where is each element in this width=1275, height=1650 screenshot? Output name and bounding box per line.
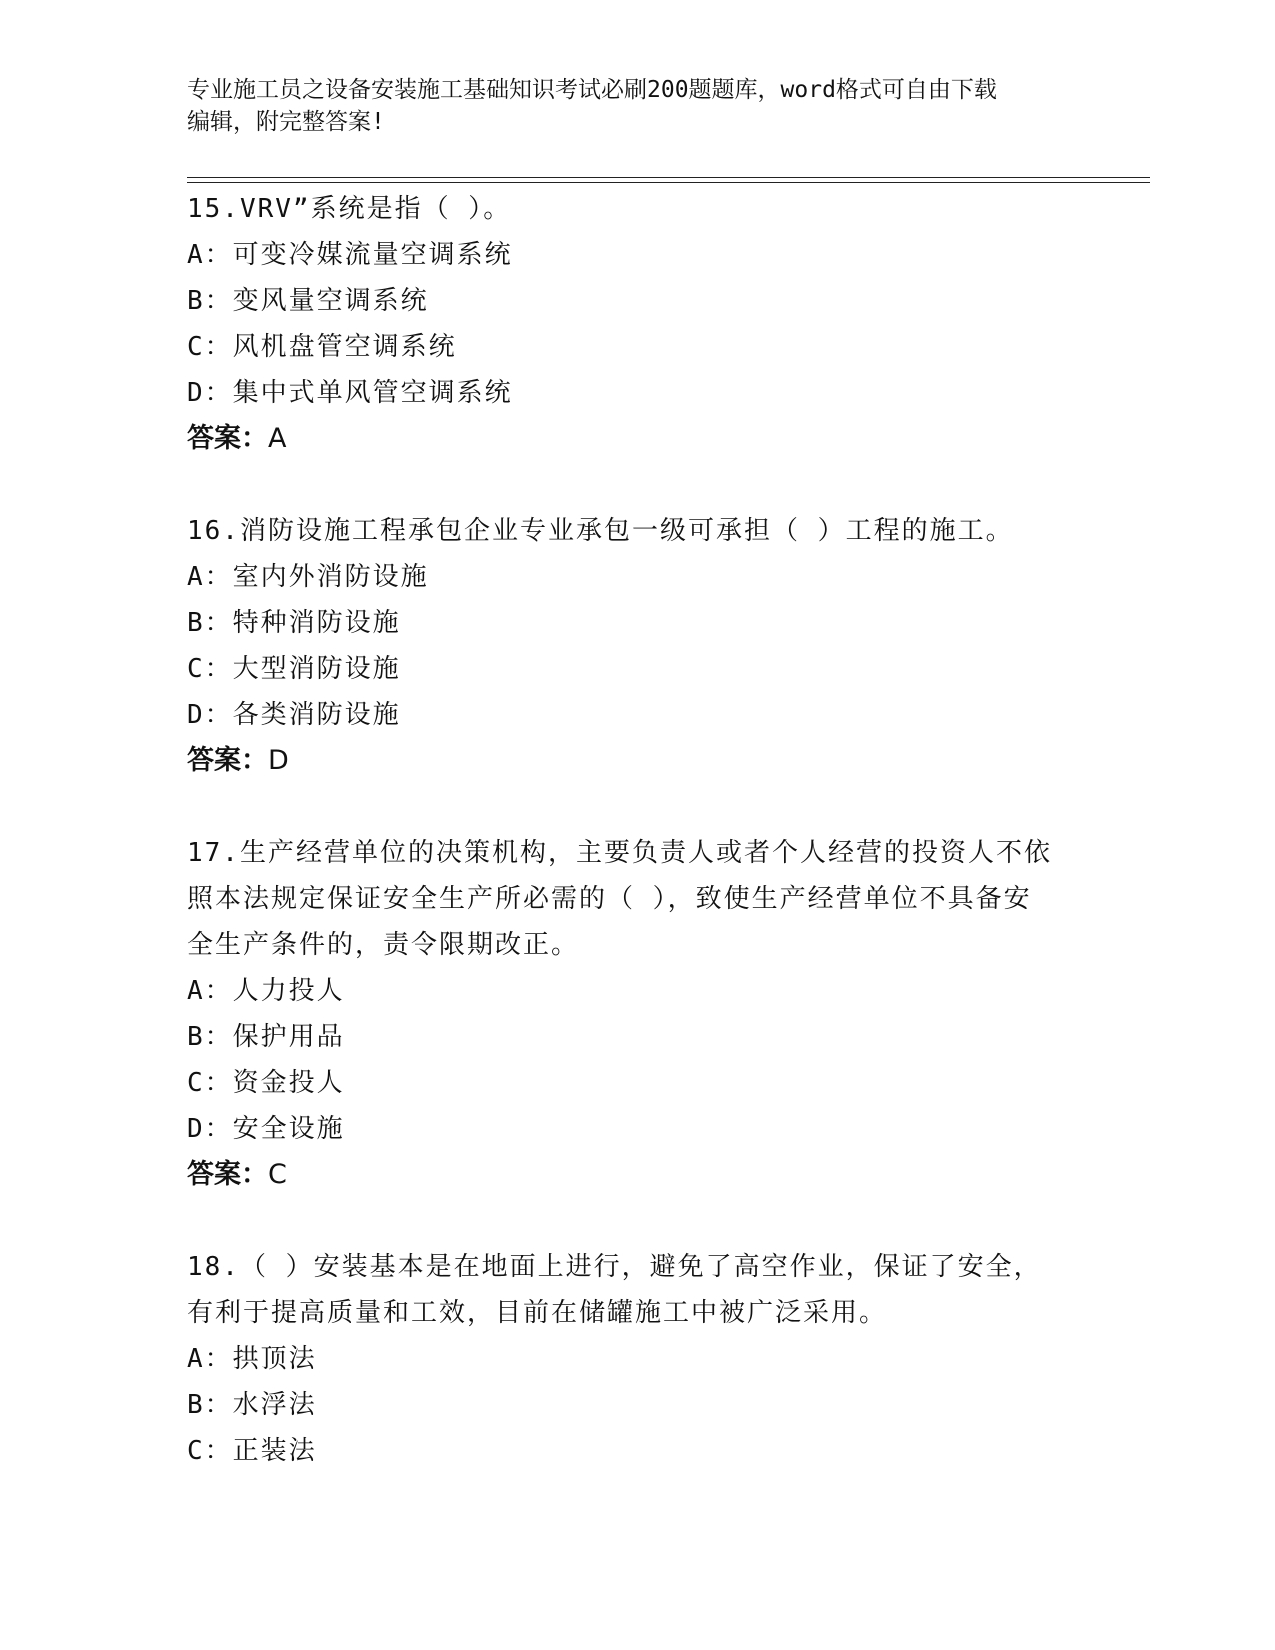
question-stem-line-2: 有利于提高质量和工效，目前在储罐施工中被广泛采用。 <box>187 1298 888 1328</box>
option-a: A：室内外消防设施 <box>187 562 429 592</box>
question-stem: 16.消防设施工程承包企业专业承包一级可承担（ ）工程的施工。 <box>187 516 1014 546</box>
answer-line <box>187 416 1087 462</box>
question-16 <box>187 508 1087 784</box>
option-b: B：保护用品 <box>187 1022 345 1052</box>
answer-value: D <box>268 745 289 776</box>
option-b: B：变风量空调系统 <box>187 286 429 316</box>
answer-value: A <box>268 423 287 454</box>
question-15 <box>187 186 1087 462</box>
question-17 <box>187 830 1087 1198</box>
answer-label: 答案： <box>187 423 268 454</box>
option-c: C：大型消防设施 <box>187 654 401 684</box>
option-c: C：正装法 <box>187 1436 317 1466</box>
question-stem-line-1: 18.（ ）安装基本是在地面上进行，避免了高空作业，保证了安全， <box>187 1252 1042 1282</box>
option-a: A：人力投人 <box>187 976 345 1006</box>
answer-value: C <box>268 1159 287 1190</box>
question-list <box>187 186 1087 1520</box>
header-divider-top <box>187 177 1150 178</box>
option-b: B：水浮法 <box>187 1390 317 1420</box>
answer-line <box>187 1152 1087 1198</box>
question-stem-line-2: 照本法规定保证安全生产所必需的（ ），致使生产经营单位不具备安 <box>187 884 1032 914</box>
option-a: A：可变冷媒流量空调系统 <box>187 240 513 270</box>
question-stem-line-1: 17.生产经营单位的决策机构，主要负责人或者个人经营的投资人不依 <box>187 838 1052 868</box>
option-c: C：风机盘管空调系统 <box>187 332 457 362</box>
option-a: A：拱顶法 <box>187 1344 317 1374</box>
answer-label: 答案： <box>187 1159 268 1190</box>
option-d: D：安全设施 <box>187 1114 345 1144</box>
header-line-1: 专业施工员之设备安装施工基础知识考试必刷200题题库，word格式可自由下载 <box>187 77 997 103</box>
option-c: C：资金投人 <box>187 1068 345 1098</box>
header-divider-bottom <box>187 182 1150 183</box>
answer-line <box>187 738 1087 784</box>
question-stem: 15.VRV”系统是指（ ）。 <box>187 194 512 224</box>
header-line-2: 编辑，附完整答案! <box>187 109 385 135</box>
answer-label: 答案： <box>187 745 268 776</box>
option-d: D：集中式单风管空调系统 <box>187 378 513 408</box>
option-b: B：特种消防设施 <box>187 608 401 638</box>
document-header <box>187 74 1087 138</box>
option-d: D：各类消防设施 <box>187 700 401 730</box>
question-stem-line-3: 全生产条件的，责令限期改正。 <box>187 930 580 960</box>
question-18 <box>187 1244 1087 1474</box>
